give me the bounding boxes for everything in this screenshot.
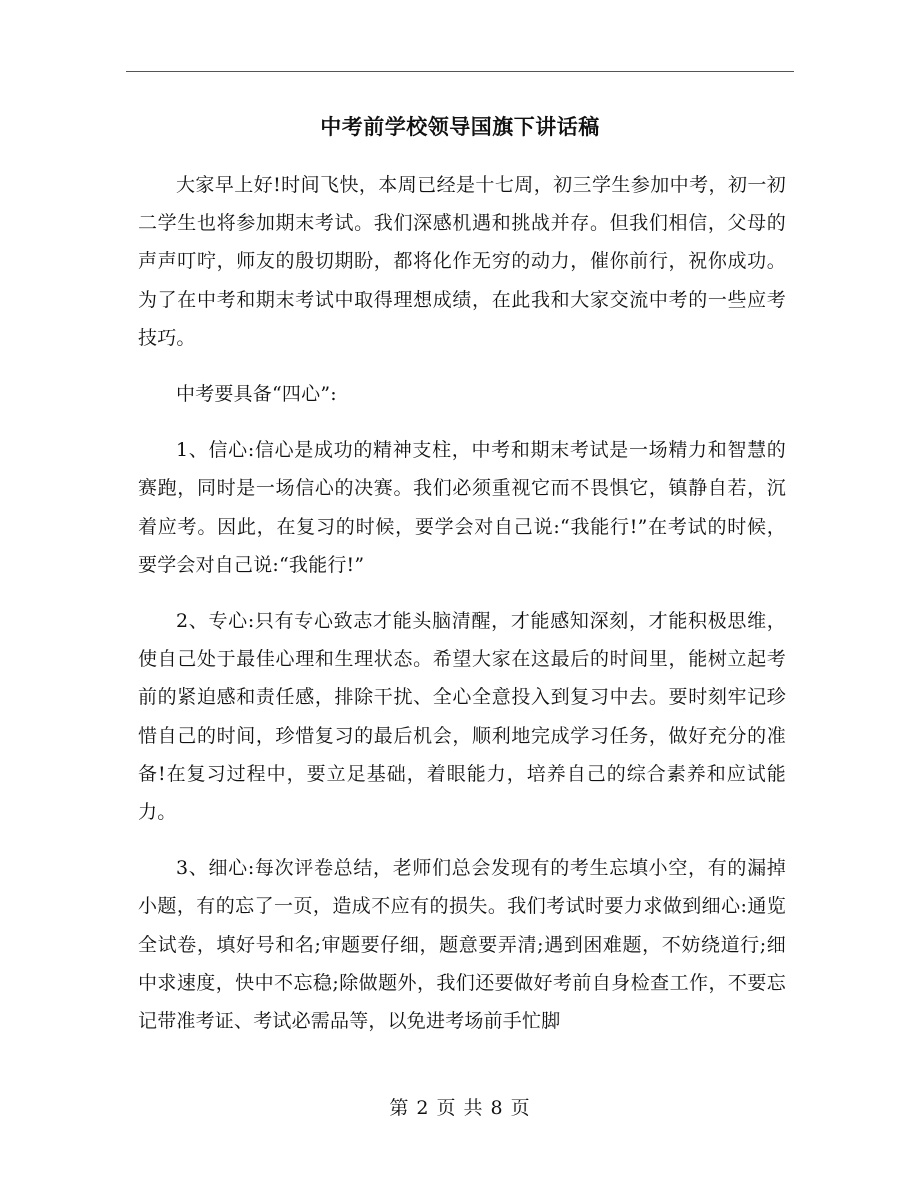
paragraph-four-hearts: 中考要具备“四心”: bbox=[176, 383, 337, 406]
paragraph-intro: 大家早上好!时间飞快，本周已经是十七周，初三学生参加中考，初一初二学生也将参加期末考试。我们深感机遇和挑战并存。但我们相信，父母的声声叮咛，师友的殷切期盼，都将化作无穷的动力，催你前行，祝你成功。为了在中考和期末考试中取得理想成绩，在此我和大家交流中考的一些应考技巧。 bbox=[138, 174, 786, 349]
document-title: 中考前学校领导国旗下讲话稿 bbox=[320, 114, 600, 139]
document-body bbox=[138, 166, 786, 1058]
paragraph-carefulness: 3、细心:每次评卷总结，老师们总会发现有的考生忘填小空，有的漏掉小题，有的忘了一页，造成不应有的损失。我们考试时要力求做到细心:通览全试卷，填好号和名;审题要仔细，题意要弄清;遇到困难题，不妨绕道行;细中求速度，快中不忘稳;除做题外，我们还要做好考前自身检查工作，不要忘记带准考证、考试必需品等，以免进考场前手忙脚 bbox=[138, 857, 786, 1033]
paragraph-focus: 2、专心:只有专心致志才能头脑清醒，才能感知深刻，才能积极思维，使自己处于最佳心理和生理状态。希望大家在这最后的时间里，能树立起考前的紧迫感和责任感，排除干扰、全心全意投入到复习中去。要时刻牢记珍惜自己的时间，珍惜复习的最后机会，顺利地完成学习任务，做好充分的准备!在复习过程中，要立足基础，着眼能力，培养自己的综合素养和应试能力。 bbox=[138, 610, 786, 824]
paragraph-confidence: 1、信心:信心是成功的精神支柱，中考和期末考试是一场精力和智慧的赛跑，同时是一场信心的决赛。我们必须重视它而不畏惧它，镇静自若，沉着应考。因此，在复习的时候，要学会对自己说:“我能行!”在考试的时候，要学会对自己说:“我能行!” bbox=[138, 439, 786, 576]
page-number: 第 2 页 共 8 页 bbox=[389, 1097, 531, 1119]
header-rule bbox=[126, 71, 794, 72]
